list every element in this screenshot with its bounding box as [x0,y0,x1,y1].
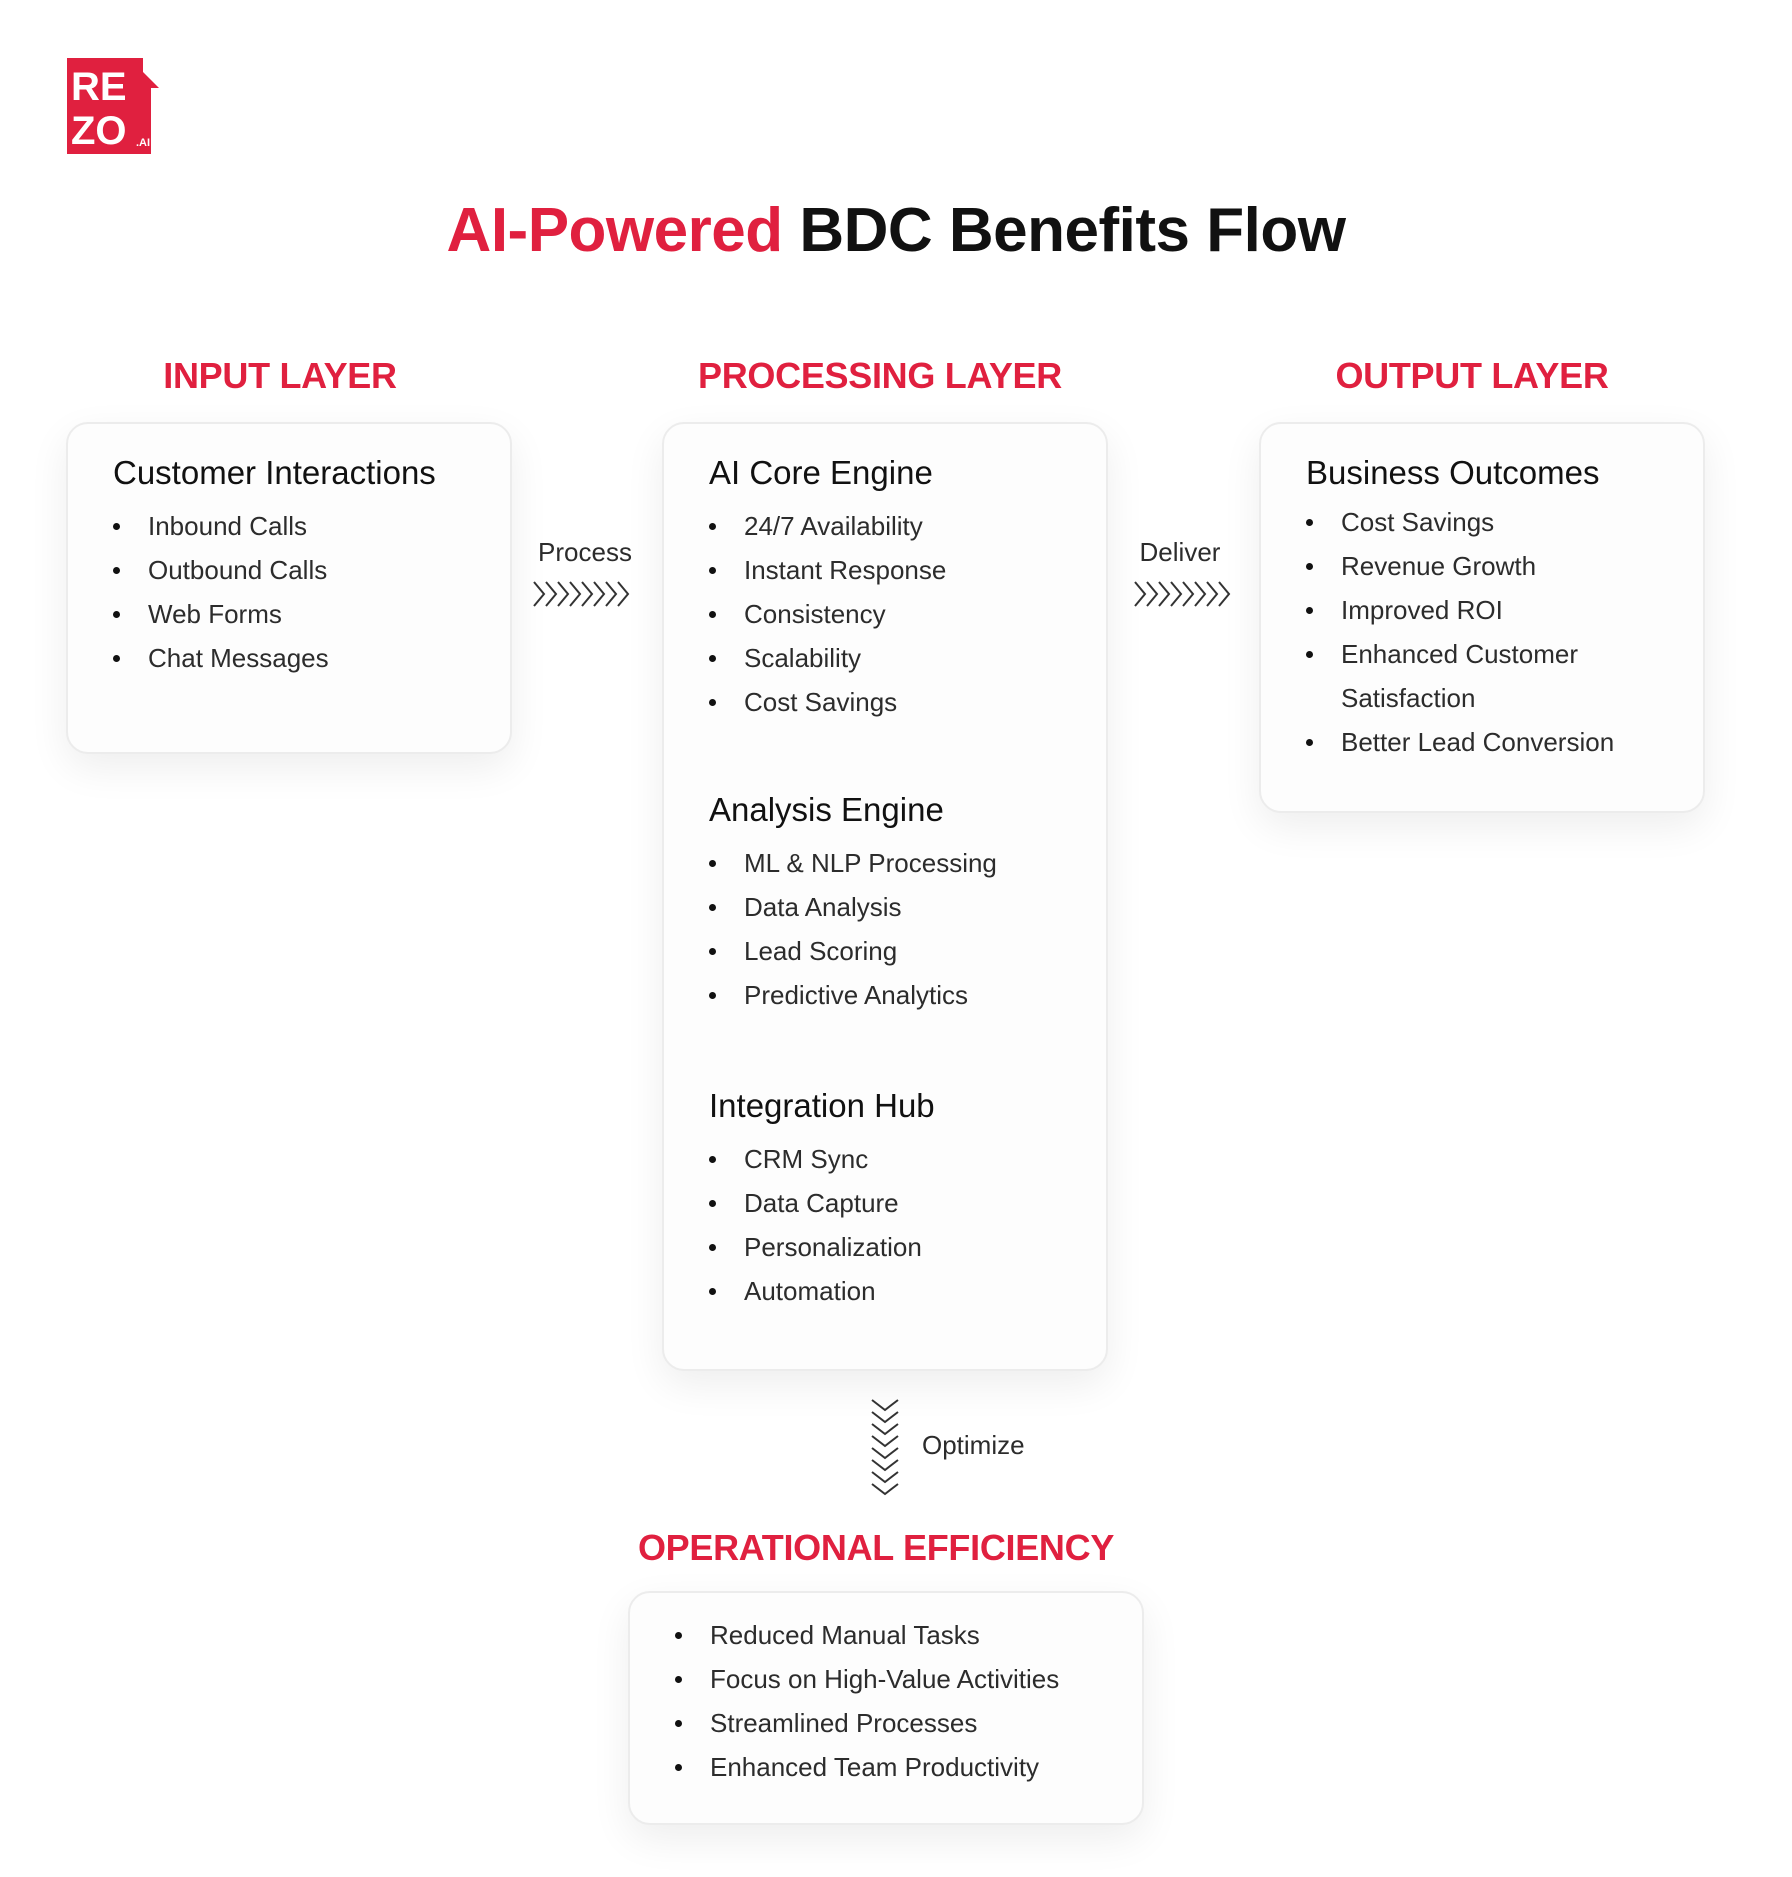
deliver-label: Deliver [1139,537,1221,567]
list-item: Data Analysis [709,885,997,929]
list-item: Focus on High-Value Activities [675,1657,1059,1701]
title-rest: BDC Benefits Flow [799,196,1346,265]
list-item: Lead Scoring [709,929,997,973]
logo-suffix: .AI [136,137,151,149]
input-items [113,504,436,680]
input-layer-header: INPUT LAYER [163,355,397,396]
input-card [66,422,512,754]
list-item: Personalization [709,1225,935,1269]
optimize-arrow-icon [870,1398,900,1502]
list-item: Instant Response [709,548,946,592]
list-item: Cost Savings [1306,500,1621,544]
processing-card [662,422,1108,1371]
process-label: Process [538,537,632,567]
rezo-logo [67,58,163,154]
list-item: Enhanced Customer Satisfaction [1306,632,1621,720]
page-title [0,195,1792,266]
section-title: Integration Hub [709,1087,935,1124]
title-highlight: AI-Powered [446,196,783,265]
output-card-title: Business Outcomes [1306,454,1600,491]
list-item: Better Lead Conversion [1306,720,1621,764]
list-item: CRM Sync [709,1137,935,1181]
list-item: Chat Messages [113,636,436,680]
list-item: Reduced Manual Tasks [675,1613,1059,1657]
list-item: Web Forms [113,592,436,636]
integration-section [709,1087,935,1313]
deliver-arrow-icon [1133,580,1237,608]
list-item: Revenue Growth [1306,544,1621,588]
list-item: Consistency [709,592,946,636]
input-card-title: Customer Interactions [113,454,436,491]
list-item: Data Capture [709,1181,935,1225]
operational-card [628,1591,1144,1825]
output-card [1259,422,1705,813]
output-layer-header: OUTPUT LAYER [1335,355,1609,396]
list-item: ML & NLP Processing [709,841,997,885]
processing-layer-header: PROCESSING LAYER [698,355,1062,396]
optimize-label: Optimize [922,1430,1025,1460]
list-item: Streamlined Processes [675,1701,1059,1745]
list-item: Outbound Calls [113,548,436,592]
list-item: Scalability [709,636,946,680]
list-item: Enhanced Team Productivity [675,1745,1059,1789]
ai-core-section [709,454,946,724]
logo-line2: ZO [71,109,127,153]
output-items [1306,500,1621,764]
section-title: Analysis Engine [709,791,944,828]
list-item: Cost Savings [709,680,946,724]
analysis-section [709,791,997,1017]
operational-items [675,1613,1059,1789]
list-item: 24/7 Availability [709,504,946,548]
list-item: Predictive Analytics [709,973,997,1017]
list-item: Improved ROI [1306,588,1621,632]
process-arrow-icon [532,580,636,608]
list-item: Automation [709,1269,935,1313]
operational-header: OPERATIONAL EFFICIENCY [637,1527,1115,1568]
list-item: Inbound Calls [113,504,436,548]
section-title: AI Core Engine [709,454,933,491]
logo-line1: RE [71,65,127,109]
